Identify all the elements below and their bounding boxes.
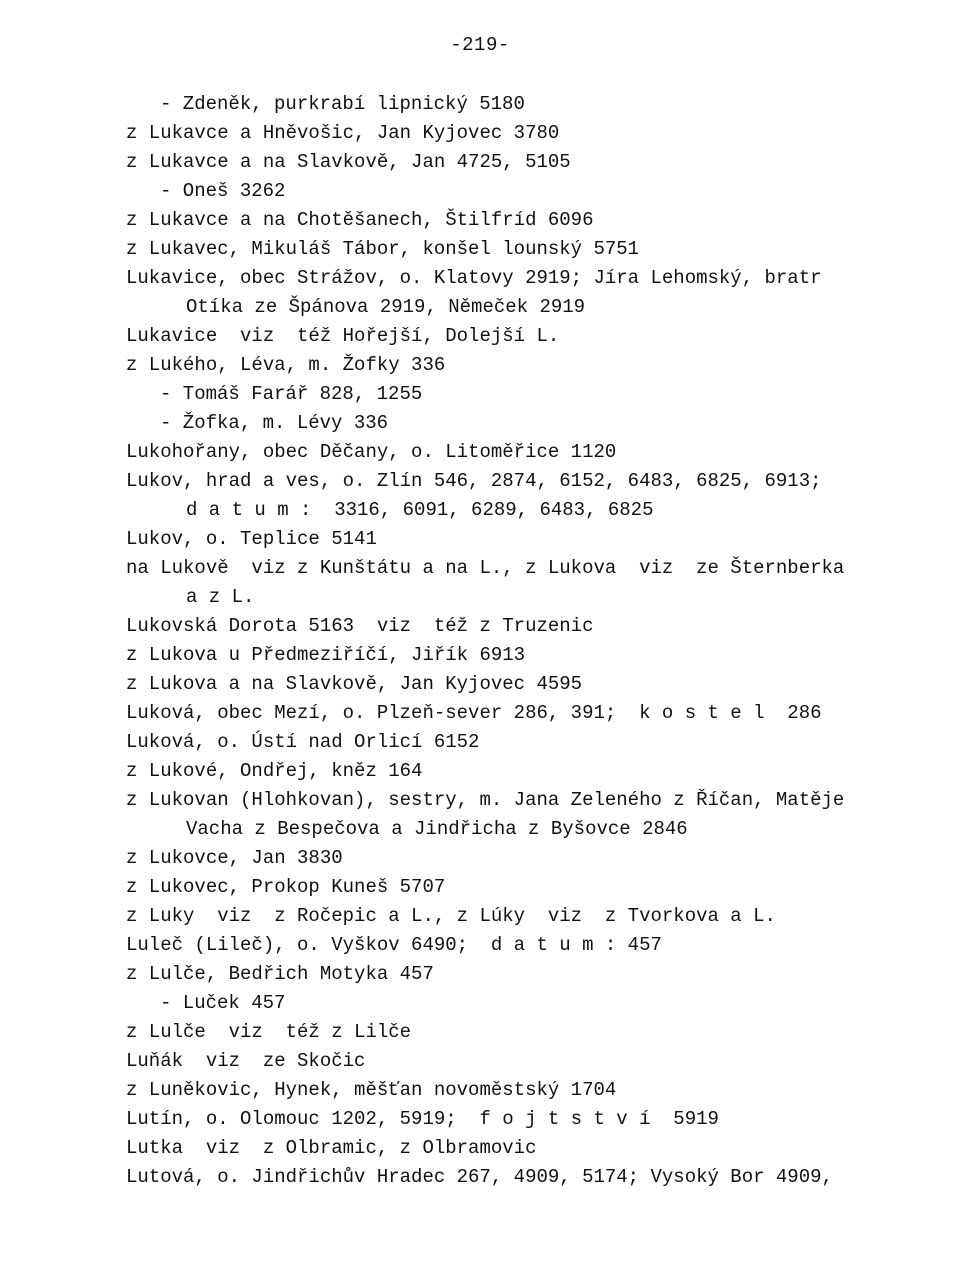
index-entry-line: Lukovská Dorota 5163 viz též z Truzenic (126, 615, 594, 637)
index-entry-line: z Lulče, Bedřich Motyka 457 (126, 963, 434, 985)
index-entry-line: Lutová, o. Jindřichův Hradec 267, 4909, 5174; Vysoký Bor 4909, (126, 1166, 833, 1188)
index-entry-line: Lukohořany, obec Děčany, o. Litoměřice 1120 (126, 441, 617, 463)
index-entry-line: Lukavice viz též Hořejší, Dolejší L. (126, 325, 560, 347)
index-entry-line: - Zdeněk, purkrabí lipnický 5180 (160, 93, 525, 115)
index-entry-line: z Lukavec, Mikuláš Tábor, konšel lounský 5751 (126, 238, 640, 260)
index-entry-line: Vacha z Bespečova a Jindřicha z Byšovce 2846 (186, 818, 688, 840)
index-entry-line: Luleč (Lileč), o. Vyškov 6490; d a t u m : 457 (126, 934, 662, 956)
index-entry-line: Luňák viz ze Skočic (126, 1050, 366, 1072)
page-number: -219- (450, 34, 510, 56)
index-entry-line: z Lukavce a na Slavkově, Jan 4725, 5105 (126, 151, 571, 173)
index-entry-line: z Lukova u Předmeziříčí, Jiřík 6913 (126, 644, 526, 666)
index-entry-line: Luková, o. Ústí nad Orlicí 6152 (126, 731, 480, 753)
index-entry-line: Lutka viz z Olbramic, z Olbramovic (126, 1137, 537, 1159)
index-entry-line: d a t u m : 3316, 6091, 6289, 6483, 6825 (186, 499, 654, 521)
index-entry-line: - Oneš 3262 (160, 180, 286, 202)
index-entry-line: z Lukavce a Hněvošic, Jan Kyjovec 3780 (126, 122, 560, 144)
index-entry-line: z Lukovan (Hlohkovan), sestry, m. Jana Zeleného z Říčan, Matěje (126, 789, 845, 811)
index-entry-line: Lukov, o. Teplice 5141 (126, 528, 377, 550)
index-entry-line: na Lukově viz z Kunštátu a na L., z Lukova viz ze Šternberka (126, 557, 845, 579)
index-entry-line: z Lukavce a na Chotěšanech, Štilfríd 6096 (126, 209, 594, 231)
index-entry-line: z Lukové, Ondřej, kněz 164 (126, 760, 423, 782)
index-entry-line: z Luněkovic, Hynek, měšťan novoměstský 1704 (126, 1079, 617, 1101)
index-entry-line: z Luky viz z Ročepic a L., z Lúky viz z Tvorkova a L. (126, 905, 776, 927)
index-entry-line: - Luček 457 (160, 992, 286, 1014)
index-entry-line: a z L. (186, 586, 255, 608)
index-entry-line: Lukov, hrad a ves, o. Zlín 546, 2874, 6152, 6483, 6825, 6913; (126, 470, 822, 492)
index-entry-line: - Žofka, m. Lévy 336 (160, 412, 389, 434)
index-entry-line: - Tomáš Farář 828, 1255 (160, 383, 423, 405)
index-entry-line: Luková, obec Mezí, o. Plzeň-sever 286, 391; k o s t e l 286 (126, 702, 822, 724)
index-entry-line: Lutín, o. Olomouc 1202, 5919; f o j t s t v í 5919 (126, 1108, 719, 1130)
index-entry-line: z Lulče viz též z Lilče (126, 1021, 412, 1043)
index-entry-line: z Lukovce, Jan 3830 (126, 847, 343, 869)
index-entry-line: Lukavice, obec Strážov, o. Klatovy 2919; Jíra Lehomský, bratr (126, 267, 822, 289)
index-entry-list (126, 90, 886, 1192)
index-entry-line: z Lukovec, Prokop Kuneš 5707 (126, 876, 446, 898)
index-entry-line: z Lukého, Léva, m. Žofky 336 (126, 354, 446, 376)
index-entry-line: z Lukova a na Slavkově, Jan Kyjovec 4595 (126, 673, 583, 695)
index-entry-line: Otíka ze Špánova 2919, Němeček 2919 (186, 296, 586, 318)
